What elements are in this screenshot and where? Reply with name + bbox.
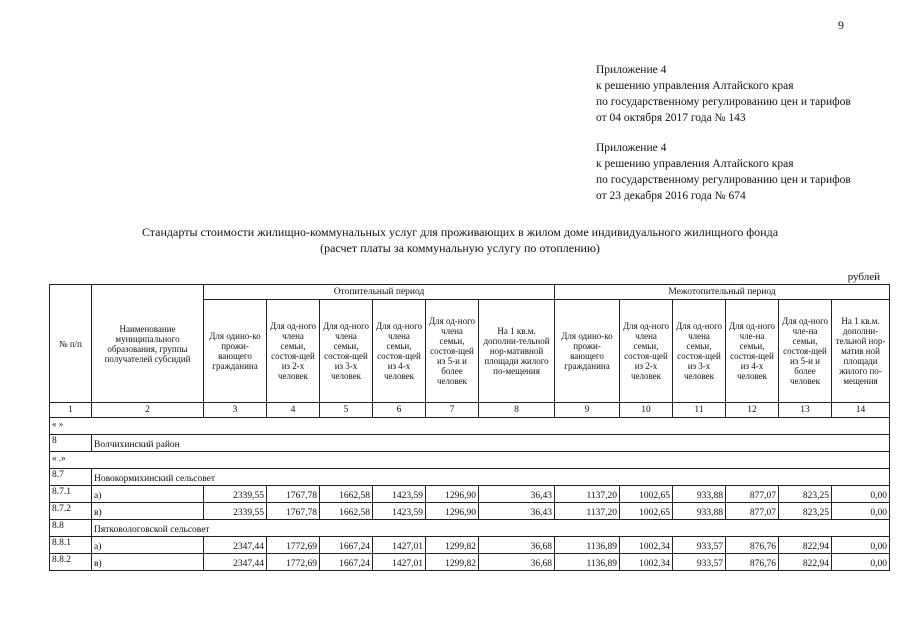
header-heating-family-3: Для од-ного члена семьи, состоя-щей из 3-х человек <box>320 300 373 403</box>
header-municipality: Наименование муниципального образования, группы получателей субсидий <box>92 285 204 403</box>
header-heating-family-2: Для од-ного члена семьи, состоя-щей из 2-х человек <box>267 300 320 403</box>
annex-line: к решению управления Алтайского края <box>596 80 794 92</box>
annex-header-2017 <box>596 62 851 126</box>
document-subtitle-line: (расчет платы за коммунальную услугу по отоплению) <box>320 241 600 255</box>
header-heating-period: Отопительный период <box>204 285 555 300</box>
table-row <box>50 537 890 554</box>
value-cell: 2339,55 <box>204 503 267 520</box>
ellipsis-row <box>50 452 890 469</box>
header-heating-family-5: Для од-ного члена семьи, состоя-щей из 5-и и более человек <box>426 300 479 403</box>
annex-line: от 23 декабря 2016 года № 674 <box>596 190 746 202</box>
row-code: 8.8.2 <box>50 554 92 571</box>
value-cell: 1662,58 <box>320 503 373 520</box>
annex-line: Приложение 4 <box>596 142 667 154</box>
units-label: рублей <box>847 271 880 283</box>
value-cell: 1767,78 <box>267 503 320 520</box>
region-row <box>50 435 890 452</box>
column-number: 11 <box>673 403 726 418</box>
page-number: 9 <box>838 18 844 32</box>
value-cell: 1137,20 <box>555 486 620 503</box>
header-nonheating-per-sqm: На 1 кв.м. дополни-тельной нор-матив ной площади жилого по-мещения <box>832 300 890 403</box>
council-code: 8.8 <box>50 520 92 537</box>
table-row <box>50 554 890 571</box>
ellipsis-marker: « » <box>50 418 890 435</box>
value-cell: 1423,59 <box>373 503 426 520</box>
value-cell: 1137,20 <box>555 503 620 520</box>
row-label: в) <box>92 503 204 520</box>
value-cell: 876,76 <box>726 537 779 554</box>
value-cell: 1427,01 <box>373 554 426 571</box>
column-number: 8 <box>479 403 555 418</box>
council-name: Пятковологовской сельсовет <box>92 520 890 537</box>
value-cell: 1296,90 <box>426 486 479 503</box>
header-nonheating-family-2: Для од-ного члена семьи, состоя-щей из 2-х человек <box>620 300 673 403</box>
value-cell: 2339,55 <box>204 486 267 503</box>
column-number: 6 <box>373 403 426 418</box>
row-code: 8.8.1 <box>50 537 92 554</box>
value-cell: 0,00 <box>832 503 890 520</box>
value-cell: 0,00 <box>832 537 890 554</box>
annex-line: по государственному регулированию цен и тарифов <box>596 96 851 108</box>
value-cell: 2347,44 <box>204 554 267 571</box>
document-title-line: Стандарты стоимости жилищно-коммунальных услуг для проживающих в жилом доме индивидуального жилищного фонда <box>141 225 779 239</box>
value-cell: 822,94 <box>779 554 832 571</box>
column-number: 9 <box>555 403 620 418</box>
council-row <box>50 469 890 486</box>
value-cell: 823,25 <box>779 486 832 503</box>
value-cell: 1136,89 <box>555 537 620 554</box>
value-cell: 1772,69 <box>267 537 320 554</box>
column-number: 13 <box>779 403 832 418</box>
value-cell: 1423,59 <box>373 486 426 503</box>
region-name: Волчихинский район <box>92 435 890 452</box>
header-number: № п/п <box>50 285 92 403</box>
header-nonheating-family-3: Для од-ного члена семьи, состоя-щей из 3-х человек <box>673 300 726 403</box>
value-cell: 1002,65 <box>620 503 673 520</box>
column-number: 5 <box>320 403 373 418</box>
value-cell: 1296,90 <box>426 503 479 520</box>
annex-line: к решению управления Алтайского края <box>596 158 794 170</box>
column-number: 7 <box>426 403 479 418</box>
header-heating-single: Для одино-ко прожи-вающего гражданина <box>204 300 267 403</box>
value-cell: 1667,24 <box>320 537 373 554</box>
column-number: 12 <box>726 403 779 418</box>
annex-line: от 04 октября 2017 года № 143 <box>596 112 746 124</box>
value-cell: 1299,82 <box>426 537 479 554</box>
column-number: 14 <box>832 403 890 418</box>
column-number: 1 <box>50 403 92 418</box>
value-cell: 1427,01 <box>373 537 426 554</box>
value-cell: 876,76 <box>726 554 779 571</box>
ellipsis-marker: « .» <box>50 452 890 469</box>
header-heating-family-4: Для од-ного члена семьи, состоя-щей из 4-х человек <box>373 300 426 403</box>
column-numbering-row <box>50 403 890 418</box>
council-name: Новокормихинский сельсовет <box>92 469 890 486</box>
value-cell: 0,00 <box>832 554 890 571</box>
value-cell: 2347,44 <box>204 537 267 554</box>
row-label: а) <box>92 486 204 503</box>
council-code: 8.7 <box>50 469 92 486</box>
value-cell: 1772,69 <box>267 554 320 571</box>
region-code: 8 <box>50 435 92 452</box>
value-cell: 877,07 <box>726 503 779 520</box>
value-cell: 933,57 <box>673 554 726 571</box>
header-heating-per-sqm: На 1 кв.м. дополни-тельной нор-мативной площади жилого по-мещения <box>479 300 555 403</box>
value-cell: 1002,34 <box>620 554 673 571</box>
value-cell: 933,88 <box>673 503 726 520</box>
column-number: 4 <box>267 403 320 418</box>
table-row <box>50 503 890 520</box>
value-cell: 1299,82 <box>426 554 479 571</box>
header-non-heating-period: Межотопительный период <box>555 285 890 300</box>
council-row <box>50 520 890 537</box>
value-cell: 1662,58 <box>320 486 373 503</box>
column-number: 3 <box>204 403 267 418</box>
annex-line: Приложение 4 <box>596 64 667 76</box>
row-code: 8.7.2 <box>50 503 92 520</box>
value-cell: 36,43 <box>479 486 555 503</box>
column-number: 10 <box>620 403 673 418</box>
value-cell: 0,00 <box>832 486 890 503</box>
annex-header-2016 <box>596 140 851 204</box>
value-cell: 36,68 <box>479 537 555 554</box>
value-cell: 1136,89 <box>555 554 620 571</box>
ellipsis-row <box>50 418 890 435</box>
value-cell: 36,43 <box>479 503 555 520</box>
annex-line: по государственному регулированию цен и тарифов <box>596 174 851 186</box>
header-nonheating-family-5: Для од-ного чле-на семьи, состоя-щей из 5-и и более человек <box>779 300 832 403</box>
value-cell: 823,25 <box>779 503 832 520</box>
row-label: в) <box>92 554 204 571</box>
tariff-standards-table <box>49 284 890 571</box>
row-code: 8.7.1 <box>50 486 92 503</box>
value-cell: 1767,78 <box>267 486 320 503</box>
header-nonheating-single: Для одино-ко прожи-вающего гражданина <box>555 300 620 403</box>
value-cell: 1002,65 <box>620 486 673 503</box>
table-row <box>50 486 890 503</box>
value-cell: 933,57 <box>673 537 726 554</box>
value-cell: 822,94 <box>779 537 832 554</box>
value-cell: 36,68 <box>479 554 555 571</box>
row-label: а) <box>92 537 204 554</box>
header-nonheating-family-4: Для од-ного чле-на семьи, состоя-щей из 4-х человек <box>726 300 779 403</box>
value-cell: 877,07 <box>726 486 779 503</box>
value-cell: 1667,24 <box>320 554 373 571</box>
column-number: 2 <box>92 403 204 418</box>
value-cell: 1002,34 <box>620 537 673 554</box>
value-cell: 933,88 <box>673 486 726 503</box>
document-title <box>40 224 880 256</box>
